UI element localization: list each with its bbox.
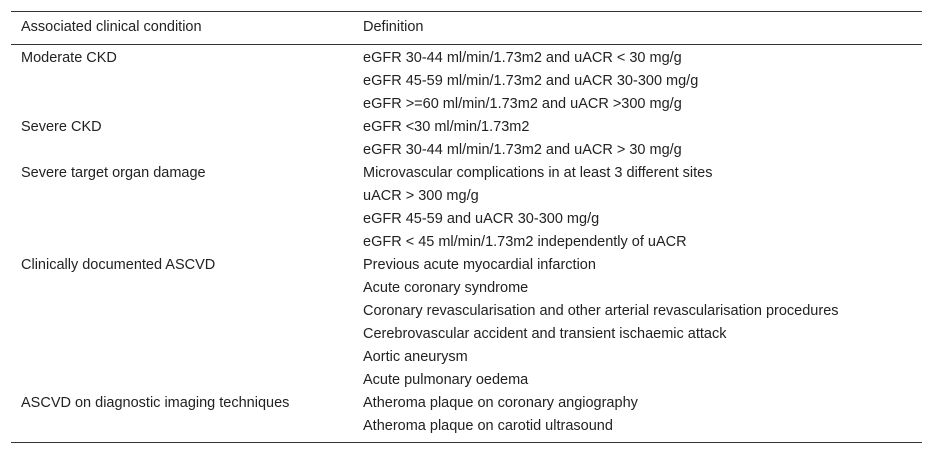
cell-condition — [11, 93, 353, 116]
table-row — [11, 93, 922, 116]
cell-definition: Cerebrovascular accident and transient ischaemic attack — [363, 326, 727, 342]
cell-condition — [11, 139, 353, 162]
table-row — [11, 162, 922, 185]
table-row — [11, 369, 922, 392]
cell-definition: Microvascular complications in at least 3 different sites — [363, 165, 713, 181]
cell-definition: eGFR 30-44 ml/min/1.73m2 and uACR < 30 mg/g — [363, 50, 682, 66]
cell-definition: eGFR 45-59 ml/min/1.73m2 and uACR 30-300 mg/g — [363, 73, 699, 89]
header-definition: Definition — [353, 12, 922, 45]
cell-condition — [11, 277, 353, 300]
clinical-conditions-table-container — [11, 11, 922, 443]
table-body — [11, 45, 922, 443]
table-row — [11, 415, 922, 443]
header-row — [11, 12, 922, 45]
cell-definition: eGFR 45-59 and uACR 30-300 mg/g — [363, 211, 600, 227]
cell-definition: eGFR 30-44 ml/min/1.73m2 and uACR > 30 mg/g — [363, 142, 682, 158]
table-row — [11, 300, 922, 323]
table-row — [11, 346, 922, 369]
table-row — [11, 392, 922, 415]
table-header — [11, 12, 922, 45]
table-row — [11, 231, 922, 254]
cell-condition — [11, 346, 353, 369]
cell-condition: Moderate CKD — [21, 50, 117, 66]
cell-condition: ASCVD on diagnostic imaging techniques — [21, 395, 290, 411]
cell-condition: Severe target organ damage — [21, 165, 206, 181]
cell-definition: Coronary revascularisation and other arterial revascularisation procedures — [363, 303, 839, 319]
clinical-conditions-table — [11, 11, 922, 443]
cell-definition: uACR > 300 mg/g — [363, 188, 479, 204]
cell-condition — [11, 231, 353, 254]
cell-definition: Aortic aneurysm — [363, 349, 468, 365]
table-row — [11, 185, 922, 208]
table-row — [11, 254, 922, 277]
cell-condition — [11, 415, 353, 443]
cell-condition: Severe CKD — [21, 119, 102, 135]
table-row — [11, 116, 922, 139]
cell-definition: Atheroma plaque on carotid ultrasound — [353, 415, 922, 443]
cell-definition: eGFR <30 ml/min/1.73m2 — [363, 119, 530, 135]
cell-condition — [11, 185, 353, 208]
cell-definition: eGFR < 45 ml/min/1.73m2 independently of uACR — [363, 234, 687, 250]
cell-definition: Acute pulmonary oedema — [363, 372, 529, 388]
header-condition: Associated clinical condition — [11, 12, 353, 45]
cell-condition — [11, 208, 353, 231]
cell-condition: Clinically documented ASCVD — [21, 257, 216, 273]
cell-definition: Atheroma plaque on coronary angiography — [363, 395, 638, 411]
table-row — [11, 45, 922, 71]
cell-definition: Previous acute myocardial infarction — [363, 257, 596, 273]
cell-condition — [11, 300, 353, 323]
table-row — [11, 139, 922, 162]
table-row — [11, 208, 922, 231]
cell-condition — [11, 369, 353, 392]
table-row — [11, 323, 922, 346]
cell-condition — [11, 70, 353, 93]
table-row — [11, 70, 922, 93]
table-row — [11, 277, 922, 300]
cell-definition: eGFR >=60 ml/min/1.73m2 and uACR >300 mg/g — [363, 96, 682, 112]
cell-condition — [11, 323, 353, 346]
cell-definition: Acute coronary syndrome — [363, 280, 529, 296]
